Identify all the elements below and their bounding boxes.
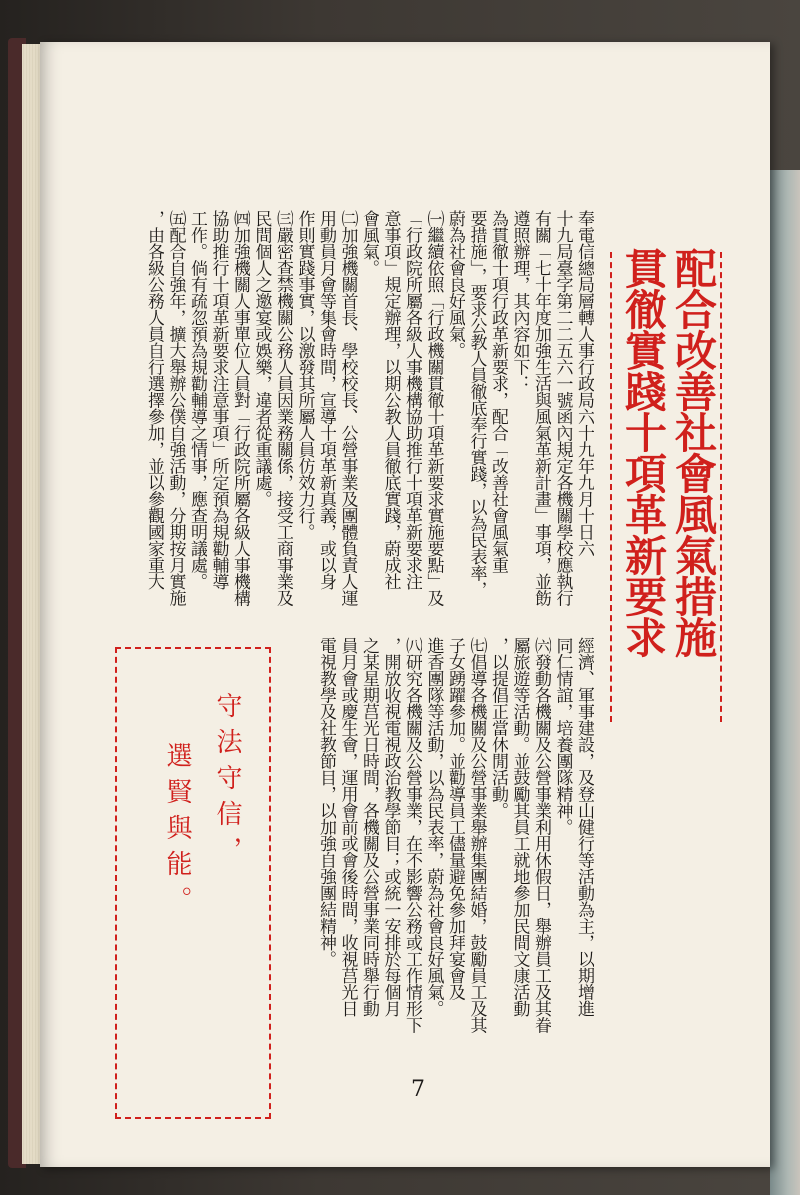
upper-column: ，由各級公務人員自行選擇參加，並以參觀國家重大 xyxy=(144,210,164,590)
lower-column: 之某星期莒光日時間，各機關及公營事業同時舉行動 xyxy=(359,637,379,1017)
lower-column: ㈦倡導各機關及公營事業舉辦集團結婚，鼓勵員工及其 xyxy=(466,637,487,1033)
lower-column: 員月會或慶生會，運用會前或會後時間，收視莒光日 xyxy=(337,637,358,1017)
page-title-line2: 貫徹實踐十項革新要求 xyxy=(619,247,668,657)
title-rule-left xyxy=(610,252,612,722)
upper-column: 工作。倘有疏忽預為規勸輔導之情事，應查明議處。 xyxy=(187,210,207,590)
upper-column: 有關「七十年度加強生活與風氣革新計畫」事項，並飭 xyxy=(531,210,551,606)
lower-column: ㈥發動各機關及公營事業利用休假日，舉辦員工及其眷 xyxy=(531,637,551,1033)
upper-column: 遵照辦理，其內容如下： xyxy=(509,210,530,392)
upper-column: 會風氣。 xyxy=(359,210,379,276)
upper-column: ㈣加強機關人事單位人員對「行政院所屬各級人事機構 xyxy=(230,210,250,606)
lower-column: 經濟、軍事建設，及登山健行等活動為主，以期增進 xyxy=(574,637,594,1017)
lower-column: ㈧研究各機關及公營事業，在不影響公務或工作情形下 xyxy=(402,637,422,1033)
upper-column: 要措施」，要求公教人員徹底奉行實踐，以為民表率， xyxy=(466,210,487,598)
page-title-line1: 配合改善社會風氣措施 xyxy=(669,247,718,657)
page-number: 7 xyxy=(411,1077,425,1102)
upper-column: 十九局臺字第二二五六一號函內規定各機關學校應執行 xyxy=(552,210,573,606)
upper-column: 奉電信總局層轉人事行政局六十九年九月十日六 xyxy=(574,210,594,557)
lower-column: 電視教學及社教節目，以加強自強團結精神。 xyxy=(316,637,336,967)
book-page xyxy=(40,42,770,1167)
upper-column: 作則實踐事實，以激發其所屬人員仿效力行。 xyxy=(294,210,315,540)
upper-column: 協助推行十項革新要求注意事項」所定預為規勸輔導 xyxy=(208,210,229,590)
lower-column: ，以提倡正當休閒活動。 xyxy=(488,637,508,819)
title-rule-right xyxy=(720,252,722,722)
slogan-line-2: 選賢與能。 xyxy=(162,742,192,922)
upper-column: 為貫徹十項行政革新要求，配合「改善社會風氣重 xyxy=(488,210,508,573)
page-stack xyxy=(22,44,42,1164)
lower-column: 屬旅遊等活動。並鼓勵其員工就地參加民間文康活動 xyxy=(509,637,530,1017)
upper-column: 意事項」規定辦理，以期公教人員徹底實踐，蔚成社 xyxy=(380,210,401,590)
upper-column: ㈤配合自強年，擴大舉辦公僕自強活動，分期按月實施 xyxy=(165,210,186,606)
upper-column: ㈠繼續依照「行政機關貫徹十項革新要求實施要點」及 xyxy=(423,210,444,606)
lower-column: 同仁情誼，培養團隊精神。 xyxy=(552,637,573,835)
upper-column: 用動員月會等集會時間，宣導十項革新真義，或以身 xyxy=(316,210,336,590)
background-cloth xyxy=(770,170,800,1195)
lower-column: ，開放收視電視政治教學節目；或統一安排於每個月 xyxy=(380,637,401,1017)
slogan-line-1: 守法守信， xyxy=(212,692,242,872)
upper-column: 民間個人之邀宴或娛樂，違者從重議處。 xyxy=(251,210,272,507)
slogan-box xyxy=(115,647,271,1119)
lower-column: 子女踴躍參加。並勸導員工儘量避免參加拜宴會及 xyxy=(445,637,465,1000)
upper-column: 蔚為社會良好風氣。 xyxy=(445,210,465,359)
lower-column: 進香團隊等活動，以為民表率，蔚為社會良好風氣。 xyxy=(423,637,444,1017)
upper-column: ㈡加強機關首長、學校校長、公營事業及團體負責人運 xyxy=(337,210,358,606)
upper-column: ㈢嚴密查禁機關公務人員因業務關係，接受工商事業及 xyxy=(273,210,293,606)
upper-column: 「行政院所屬各級人事機構協助推行十項革新要求注 xyxy=(402,210,422,590)
